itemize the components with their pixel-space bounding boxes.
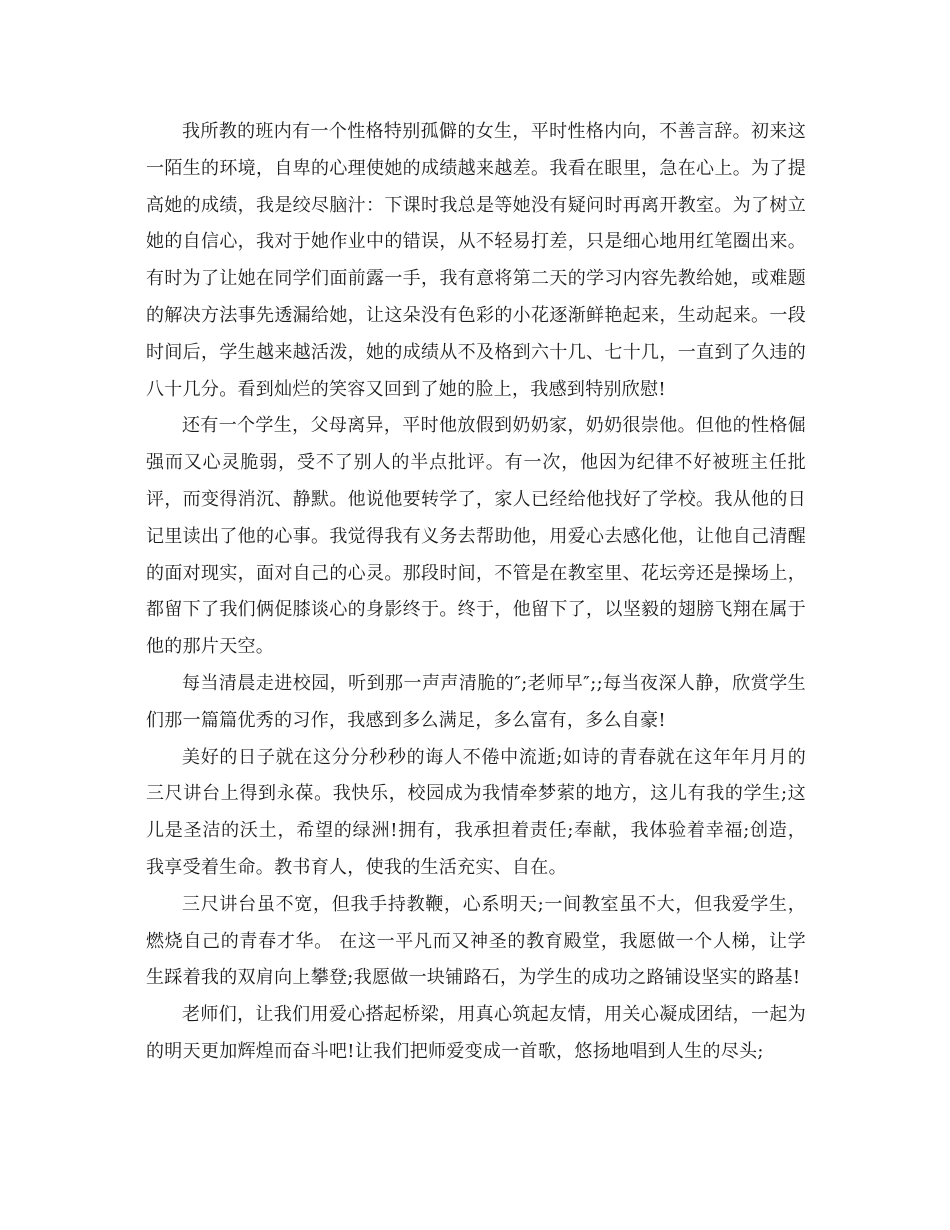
paragraph-3: 每当清晨走进校园，听到那一声声清脆的″;老师早″;;每当夜深人静，欣赏学生们那一篇篇优秀的习作，我感到多么满足，多么富有，多么自豪! <box>146 672 806 731</box>
paragraph-5: 三尺讲台虽不宽，但我手持教鞭，心系明天;一间教室虽不大，但我爱学生，燃烧自己的青春才华。 在这一平凡而又神圣的教育殿堂，我愿做一个人梯，让学生踩着我的双肩向上攀登;我愿做一块铺路石，为学生的成功之路铺设坚实的路基! <box>146 893 806 989</box>
paragraph-4: 美好的日子就在这分分秒秒的诲人不倦中流逝;如诗的青春就在这年年月月的三尺讲台上得到永葆。我快乐，校园成为我情牵梦萦的地方，这儿有我的学生;这儿是圣洁的沃土，希望的绿洲!拥有，我承担着责任;奉献，我体验着幸福;创造，我享受着生命。教书育人，使我的生活充实、自在。 <box>146 746 806 878</box>
paragraph-6: 老师们，让我们用爱心搭起桥梁，用真心筑起友情，用关心凝成团结，一起为的明天更加辉煌而奋斗吧!让我们把师爱变成一首歌，悠扬地唱到人生的尽头; <box>146 1004 806 1062</box>
document-body <box>146 114 806 1071</box>
paragraph-1: 我所教的班内有一个性格特别孤僻的女生，平时性格内向，不善言辞。初来这一陌生的环境，自卑的心理使她的成绩越来越差。我看在眼里，急在心上。为了提高她的成绩，我是绞尽脑汁：下课时我总是等她没有疑问时再离开教室。为了树立她的自信心，我对于她作业中的错误，从不轻易打差，只是细心地用红笔圈出来。有时为了让她在同学们面前露一手，我有意将第二天的学习内容先教给她，或难题的解决方法事先透漏给她，让这朵没有色彩的小花逐渐鲜艳起来，生动起来。一段时间后，学生越来越活泼，她的成绩从不及格到六十几、七十几，一直到了久违的八十几分。看到灿烂的笑容又回到了她的脸上，我感到特别欣慰! <box>146 121 806 400</box>
paragraph-2: 还有一个学生，父母离异，平时他放假到奶奶家，奶奶很崇他。但他的性格倔强而又心灵脆弱，受不了别人的半点批评。有一次，他因为纪律不好被班主任批评，而变得消沉、静默。他说他要转学了，家人已经给他找好了学校。我从他的日记里读出了他的心事。我觉得我有义务去帮助他，用爱心去感化他，让他自己清醒的面对现实，面对自己的心灵。那段时间，不管是在教室里、花坛旁还是操场上，都留下了我们俩促膝谈心的身影终于。终于，他留下了，以坚毅的翅膀飞翔在属于他的那片天空。 <box>146 415 806 658</box>
